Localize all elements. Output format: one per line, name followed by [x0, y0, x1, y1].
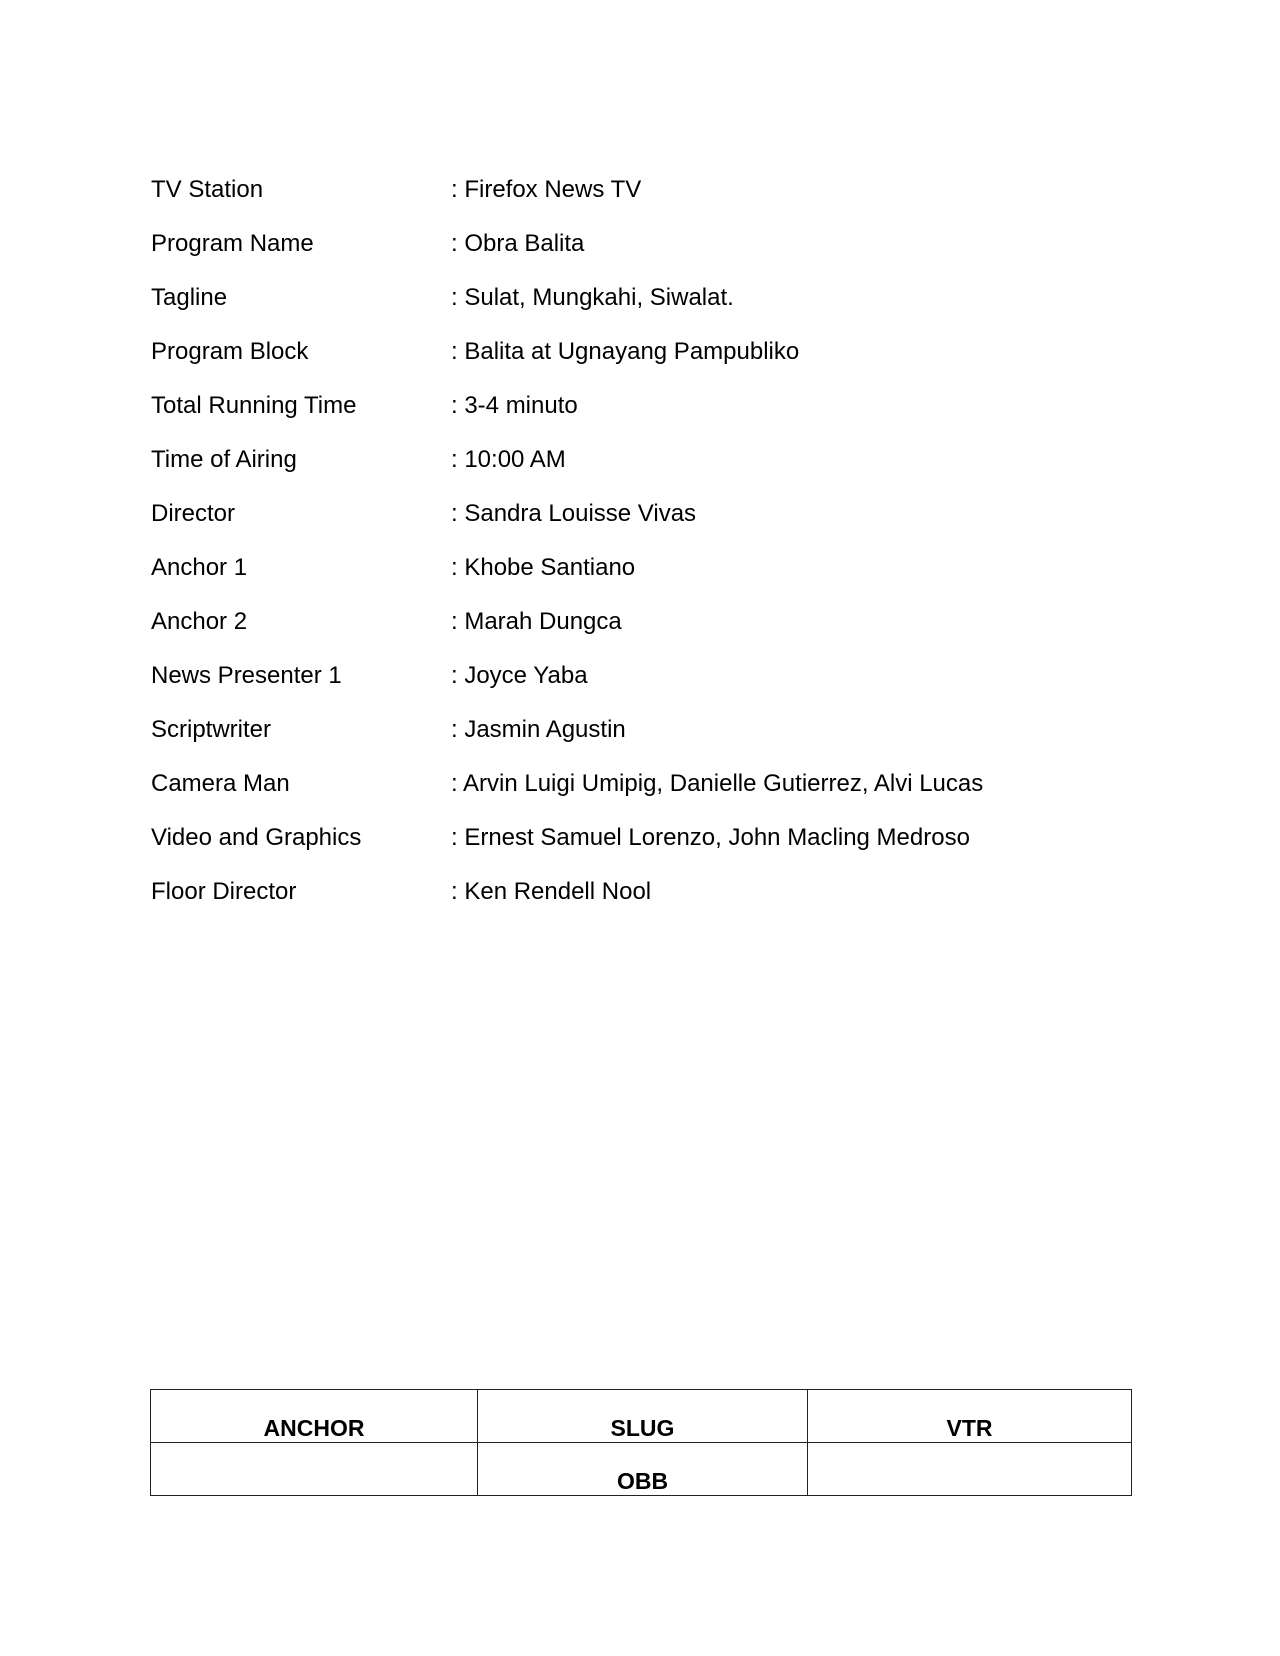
- info-value: : Ken Rendell Nool: [451, 878, 652, 905]
- info-label: News Presenter 1: [151, 662, 342, 689]
- program-info-list: [151, 172, 1151, 928]
- header-slug-label: SLUG: [610, 1415, 675, 1441]
- header-vtr: [808, 1390, 1132, 1443]
- info-value: : Firefox News TV: [451, 176, 642, 203]
- info-row-program-block: [151, 334, 1151, 388]
- info-value: : Obra Balita: [451, 230, 585, 257]
- info-label: Camera Man: [151, 770, 290, 797]
- cell-vtr: [808, 1443, 1132, 1496]
- table-header-row: [151, 1390, 1132, 1443]
- header-anchor: [151, 1390, 478, 1443]
- info-value: : Joyce Yaba: [451, 662, 588, 689]
- info-row-program-name: [151, 226, 1151, 280]
- info-label: TV Station: [151, 176, 264, 203]
- info-row-anchor-1: [151, 550, 1151, 604]
- info-label: Floor Director: [151, 878, 297, 905]
- info-label: Scriptwriter: [151, 716, 272, 743]
- cell-slug-text: OBB: [616, 1468, 669, 1494]
- table-row: [151, 1443, 1132, 1496]
- info-row-camera-man: [151, 766, 1151, 820]
- info-row-tagline: [151, 280, 1151, 334]
- info-value: : Sulat, Mungkahi, Siwalat.: [451, 284, 734, 311]
- info-label: Tagline: [151, 284, 228, 311]
- info-row-tv-station: [151, 172, 1151, 226]
- info-row-scriptwriter: [151, 712, 1151, 766]
- info-value: : Balita at Ugnayang Pampubliko: [451, 338, 800, 365]
- info-row-time-of-airing: [151, 442, 1151, 496]
- header-anchor-label: ANCHOR: [263, 1415, 365, 1441]
- info-value: : Jasmin Agustin: [451, 716, 626, 743]
- info-value: : 10:00 AM: [451, 446, 566, 473]
- info-value: : Marah Dungca: [451, 608, 622, 635]
- info-value: : Khobe Santiano: [451, 554, 636, 581]
- info-label: Anchor 1: [151, 554, 248, 581]
- info-label: Director: [151, 500, 236, 527]
- info-value: : Ernest Samuel Lorenzo, John Macling Medroso: [451, 824, 970, 851]
- info-row-news-presenter-1: [151, 658, 1151, 712]
- header-vtr-label: VTR: [946, 1415, 993, 1441]
- info-row-video-and-graphics: [151, 820, 1151, 874]
- info-label: Total Running Time: [151, 392, 357, 419]
- cell-slug: [478, 1443, 808, 1496]
- info-row-total-running-time: [151, 388, 1151, 442]
- info-value: : Arvin Luigi Umipig, Danielle Gutierrez, Alvi Lucas: [451, 770, 984, 797]
- info-label: Anchor 2: [151, 608, 248, 635]
- info-label: Video and Graphics: [151, 824, 362, 851]
- info-label: Program Block: [151, 338, 309, 365]
- info-row-anchor-2: [151, 604, 1151, 658]
- info-label: Time of Airing: [151, 446, 297, 473]
- info-row-floor-director: [151, 874, 1151, 928]
- header-slug: [478, 1390, 808, 1443]
- info-row-director: [151, 496, 1151, 550]
- script-table: [150, 1389, 1132, 1496]
- info-label: Program Name: [151, 230, 314, 257]
- info-value: : 3-4 minuto: [451, 392, 578, 419]
- info-value: : Sandra Louisse Vivas: [451, 500, 697, 527]
- cell-anchor: [151, 1443, 478, 1496]
